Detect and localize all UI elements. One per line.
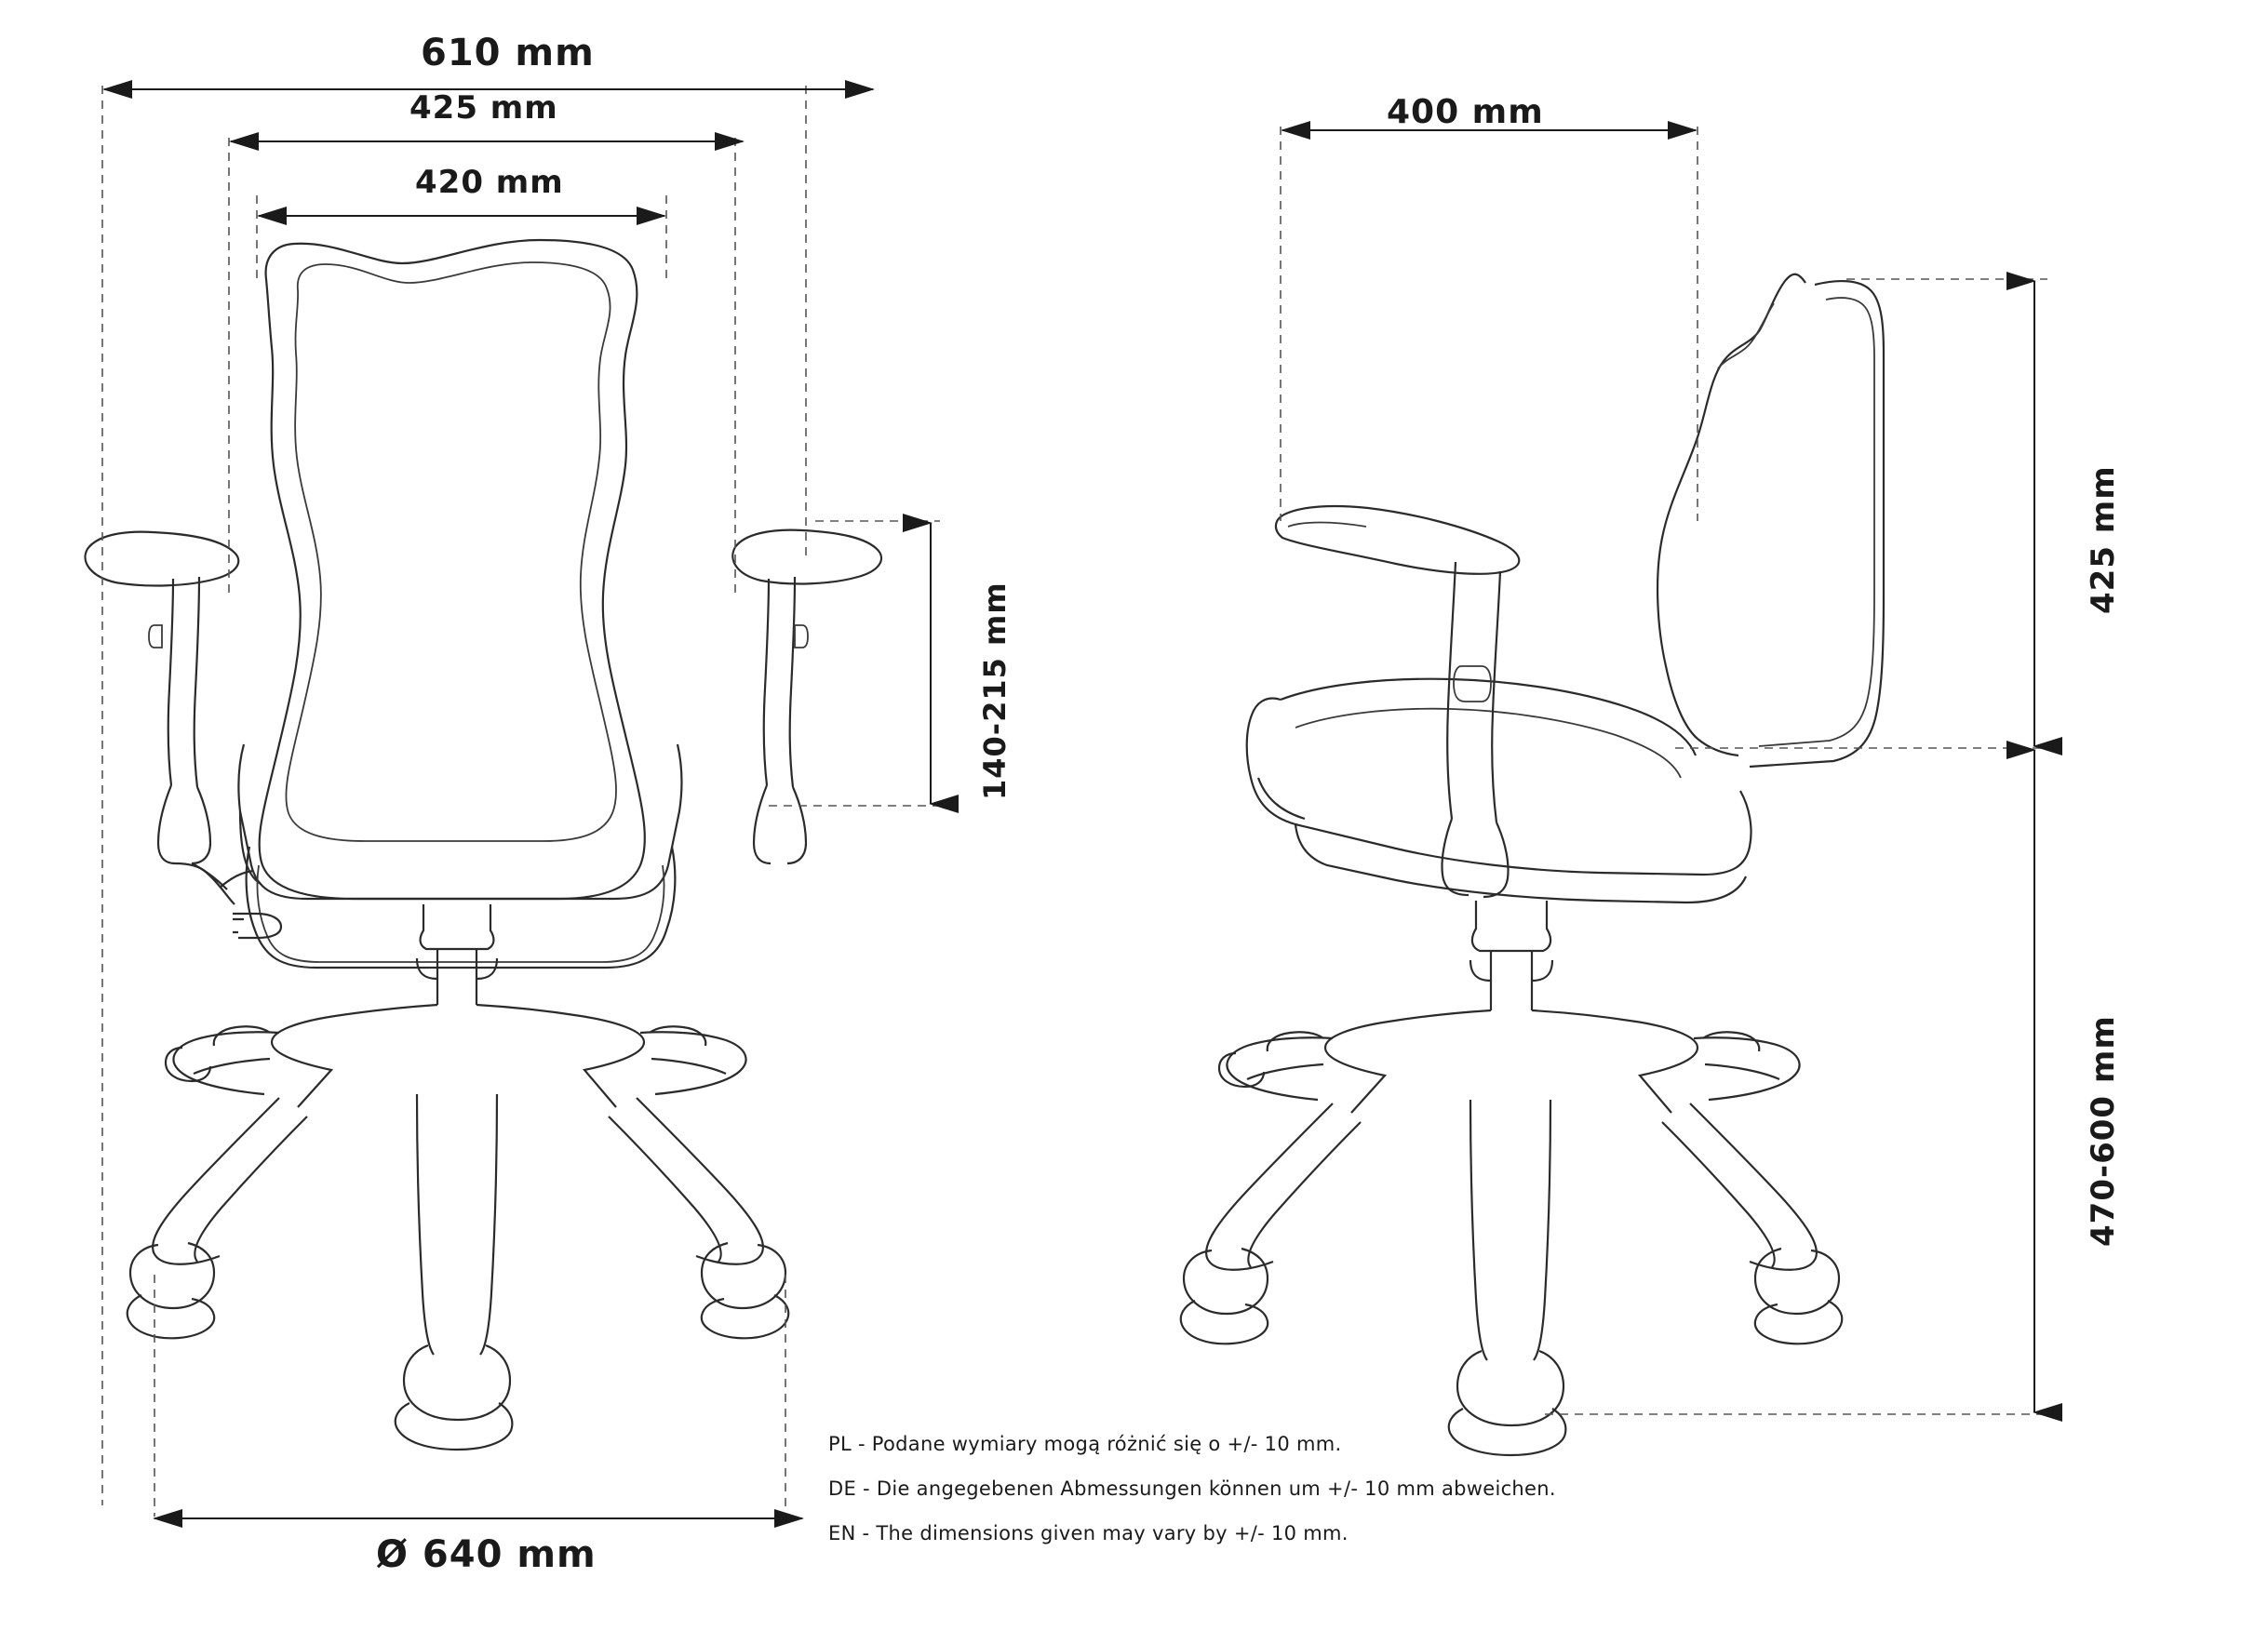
dim-label-base-diameter: Ø 640 mm bbox=[376, 1533, 597, 1576]
side-view-extension-lines bbox=[1281, 127, 2047, 1414]
dim-label-backrest-height: 425 mm bbox=[2085, 465, 2122, 614]
dim-label-armrest-height: 140-215 mm bbox=[977, 582, 1013, 800]
dim-label-overall-width: 610 mm bbox=[421, 32, 595, 74]
side-view-dimension-lines bbox=[1282, 130, 2034, 1412]
dim-label-side-depth: 400 mm bbox=[1387, 93, 1544, 131]
front-view-chair bbox=[86, 240, 881, 1450]
note-en: EN - The dimensions given may vary by +/- 10 mm. bbox=[828, 1522, 1349, 1544]
note-pl: PL - Podane wymiary mogą różnić się o +/- 10 mm. bbox=[828, 1433, 1342, 1455]
dim-label-seat-height: 470-600 mm bbox=[2085, 1015, 2122, 1247]
dim-label-seat-width: 420 mm bbox=[415, 164, 564, 201]
dim-label-backrest-width: 425 mm bbox=[409, 89, 558, 127]
side-view-chair bbox=[1181, 274, 1884, 1455]
note-de: DE - Die angegebenen Abmessungen können um +/- 10 mm abweichen. bbox=[828, 1477, 1556, 1500]
front-view-extension-lines bbox=[102, 86, 940, 1517]
